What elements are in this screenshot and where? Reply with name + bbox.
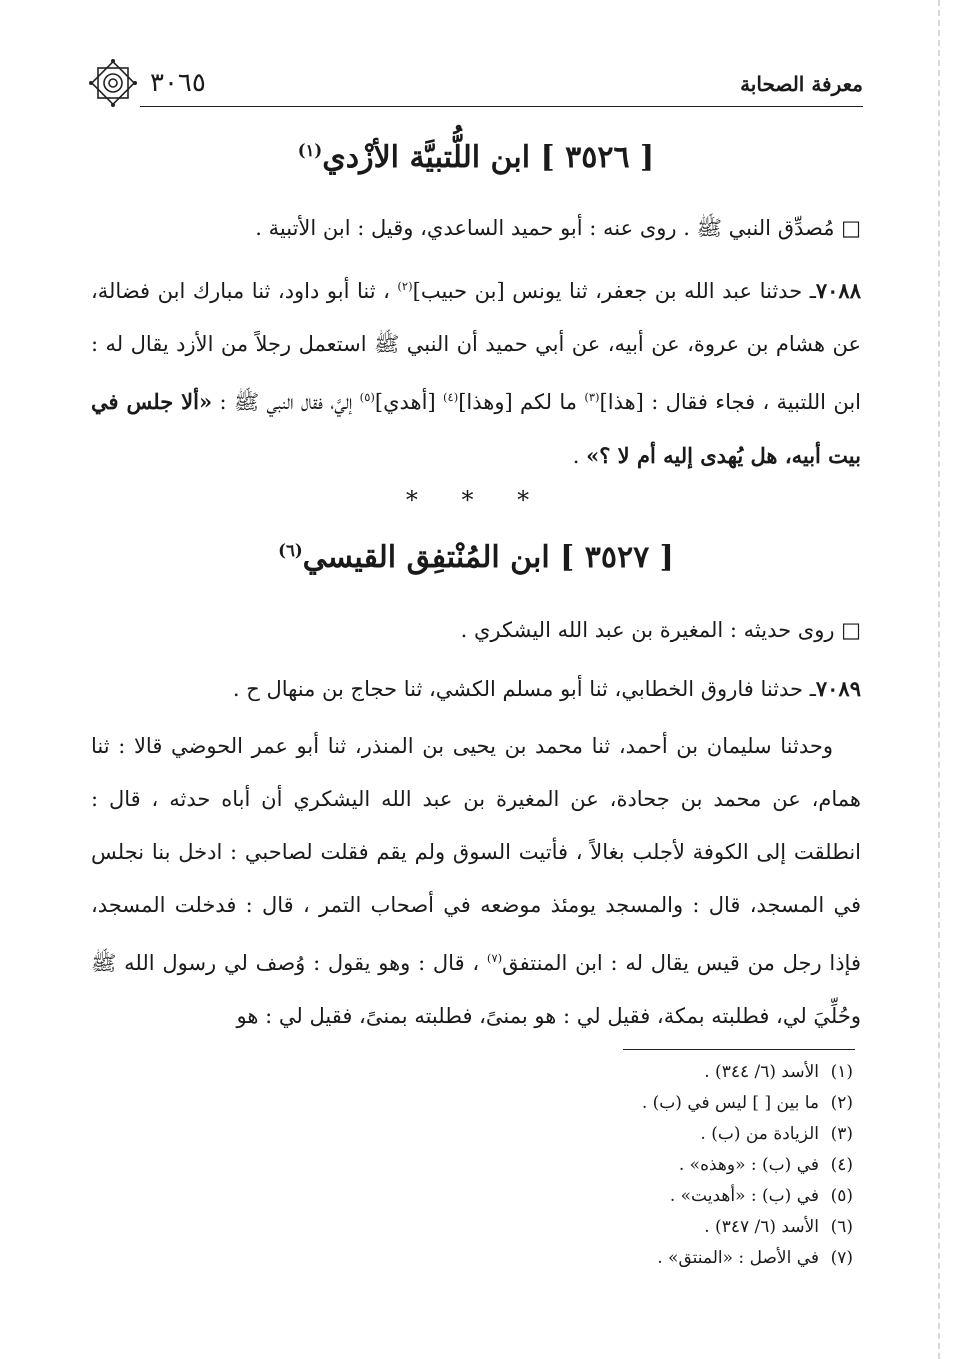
footnotes — [453, 1057, 853, 1274]
footnote-ref: (٧) — [486, 951, 503, 965]
narration-text: وحدثنا سليمان بن أحمد، ثنا محمد بن يحيى بن المنذر، ثنا أبو عمر الحوضي قالا : ثنا همام، عن محمد بن جحادة، عن المغيرة بن عبد الله اليشكري أن أباه حدثه ، قال : انطلقت إلى الكوفة لأجلب بغالاً ، فأتيت السوق ولم يقم فقلت لصاحبي : ادخل بنا نجلس في المسجد، قال : والمسجد يومئذ موضعه في أصحاب التمر ، قال : فدخلت المسجد، فإذا رجل من قيس يقال له : ابن المنتفق — [91, 734, 861, 975]
footnote-rule — [623, 1049, 855, 1050]
narration-text: ، قال : وهو يقول : وُصف لي رسول الله ﷺ وحُلِّيَ لي، فطلبته بمكة، فقيل لي : هو بمنىً، فطلبته بمنىً، فقيل لي : هو — [91, 951, 861, 1028]
footnote-ref: (١) — [297, 141, 323, 160]
footnote-ref: (٢) — [397, 279, 413, 293]
hadith-text: ما لكم [وهذا] — [458, 390, 585, 414]
hadith-number: ٧٠٨٩ — [815, 676, 861, 701]
hadith-number: ٧٠٨٨ — [815, 278, 861, 303]
footnote-item — [453, 1057, 853, 1088]
footnote-number: (٢) — [830, 1093, 853, 1113]
footnote-number: (٧) — [830, 1248, 853, 1268]
hadith-text: . — [572, 444, 587, 468]
footnote-text: ما بين [ ] ليس في (ب) . — [641, 1093, 819, 1113]
footnote-item — [453, 1181, 853, 1212]
prophetic-quote: «ألا جلس في بيت أبيه، هل يُهدى إليه أم لا ؟» — [91, 389, 861, 468]
hadith-7088 — [91, 260, 861, 483]
entry-heading-text: [ ٣٥٢٧ ] ابن المُنْتفِق القيسي — [302, 540, 674, 575]
footnote-item — [453, 1212, 853, 1243]
footnote-number: (٣) — [830, 1124, 853, 1144]
footnote-text: في (ب) : «أهديت» . — [669, 1186, 819, 1206]
footnote-item — [453, 1243, 853, 1274]
hadith-text: إليَّ، فقال النبي ﷺ : — [212, 390, 360, 414]
entry-intro-3526: □ مُصدِّق النبي ﷺ . روى عنه : أبو حميد الساعدي، وقيل : ابن الأتبية . — [255, 216, 861, 240]
footnote-text: في (ب) : «وهذه» . — [678, 1155, 819, 1175]
footnote-item — [453, 1150, 853, 1181]
ornament-icon — [88, 58, 138, 108]
running-header — [88, 64, 863, 114]
hadith-text: [أهدي] — [374, 390, 443, 414]
footnote-number: (٥) — [830, 1186, 853, 1206]
page-number: ٣٠٦٥ — [150, 68, 206, 98]
entry-heading-3527 — [46, 540, 906, 575]
running-title: معرفة الصحابة — [740, 72, 863, 96]
footnote-ref: (٤) — [443, 390, 459, 404]
footnote-item — [453, 1088, 853, 1119]
footnote-ref: (٣) — [584, 390, 600, 404]
hadith-text: ـ حدثنا فاروق الخطابي، ثنا أبو مسلم الكشي، ثنا حجاج بن منهال ح . — [232, 677, 816, 701]
footnote-ref: (٥) — [359, 390, 375, 404]
footnote-number: (٤) — [830, 1155, 853, 1175]
entry-heading-3526 — [46, 140, 906, 175]
footnote-item — [453, 1119, 853, 1150]
hadith-text: ـ حدثنا عبد الله بن جعفر، ثنا يونس [بن حبيب] — [412, 279, 816, 303]
hadith-text: ، ثنا أبو داود، ثنا مبارك ابن فضالة، عن هشام بن عروة، عن أبيه، عن أبي حميد أن النبي ﷺ استعمل رجلاً من الأزد يقال له : ابن اللتبية ، فجاء فقال : [هذا] — [91, 279, 862, 414]
footnote-text: الزيادة من (ب) . — [700, 1124, 819, 1144]
footnote-text: الأسد (٦/ ٣٤٤) . — [704, 1062, 819, 1082]
footnote-number: (١) — [830, 1062, 853, 1082]
hadith-7089 — [91, 662, 861, 716]
entry-intro-3527: □ روى حديثه : المغيرة بن عبد الله اليشكري . — [460, 618, 861, 642]
narration-paragraph — [91, 720, 861, 1043]
section-separator: * * * — [405, 486, 548, 514]
footnote-number: (٦) — [830, 1217, 853, 1237]
entry-heading-text: [ ٣٥٢٦ ] ابن اللُّتبيَّة الأزْدي — [322, 140, 655, 175]
header-rule — [140, 106, 863, 107]
footnote-text: في الأصل : «المنتق» . — [657, 1248, 819, 1268]
footnote-ref: (٦) — [278, 541, 303, 560]
footnote-text: الأسد (٦/ ٣٤٧) . — [704, 1217, 819, 1237]
